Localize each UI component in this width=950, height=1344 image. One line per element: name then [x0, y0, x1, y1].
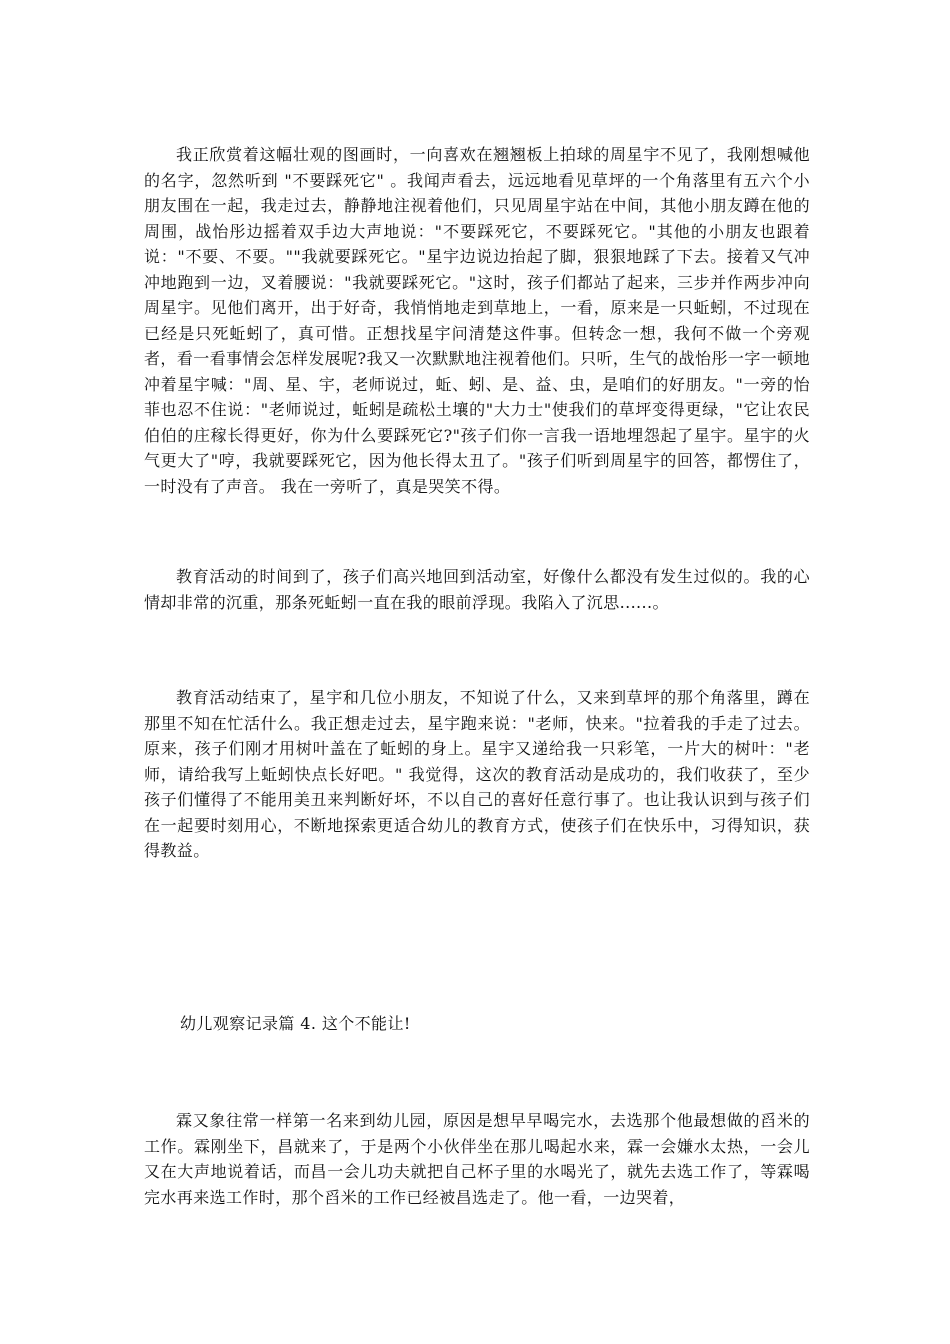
paragraph-conclusion: 教育活动结束了，星宇和几位小朋友，不知说了什么，又来到草坪的那个角落里，蹲在那里不知在忙活什么。我正想走过去，星宇跑来说："老师，快来。"拉着我的手走了过去。原来，孩子们刚才用树叶盖在了蚯蚓的身上。星宇又递给我一只彩笔，一片大的树叶："老师，请给我写上蚯蚓快点长好吧。" 我觉得，这次的教育活动是成功的，我们收获了，至少孩子们懂得了不能用美丑来判断好坏，不以自己的喜好任意行事了。也让我认识到与孩子们在一起要时刻用心，不断地探索更适合幼儿的教育方式，使孩子们在快乐中，习得知识，获得教益。	[144, 688, 810, 860]
section-heading: 幼儿观察记录篇 4. 这个不能让!	[180, 1014, 411, 1033]
paragraph-reflection: 教育活动的时间到了，孩子们高兴地回到活动室，好像什么都没有发生过似的。我的心情却非常的沉重，那条死蚯蚓一直在我的眼前浮现。我陷入了沉思......。	[144, 567, 810, 612]
paragraph-new-story: 霖又象往常一样第一名来到幼儿园，原因是想早早喝完水，去选那个他最想做的舀米的工作。霖刚坐下，昌就来了，于是两个小伙伴坐在那儿喝起水来，霖一会嫌水太热，一会儿又在大声地说着话，而昌一会儿功夫就把自己杯子里的水喝光了，就先去选工作了，等霖喝完水再来选工作时，那个舀米的工作已经被昌选走了。他一看，一边哭着，	[144, 1111, 810, 1207]
paragraph-earthworm-story: 我正欣赏着这幅壮观的图画时，一向喜欢在翘翘板上拍球的周星宇不见了，我刚想喊他的名字，忽然听到 "不要踩死它" 。我闻声看去，远远地看见草坪的一个角落里有五六个小朋友围在一起，我走过去，静静地注视着他们，只见周星宇站在中间，其他小朋友蹲在他的周围，战怡彤边摇着双手边大声地说："不要踩死它，不要踩死它。"其他的小朋友也跟着说："不要、不要。""我就要踩死它。"星宇边说边抬起了脚，狠狠地踩了下去。接着又气冲冲地跑到一边，叉着腰说："我就要踩死它。"这时，孩子们都站了起来，三步并作两步冲向周星宇。见他们离开，出于好奇，我悄悄地走到草地上，一看，原来是一只蚯蚓，不过现在已经是只死蚯蚓了，真可惜。正想找星宇问清楚这件事。但转念一想，我何不做一个旁观者，看一看事情会怎样发展呢?我又一次默默地注视着他们。只听，生气的战怡彤一字一顿地冲着星宇喊："周、星、宇，老师说过，蚯、蚓、是、益、虫，是咱们的好朋友。"一旁的怡菲也忍不住说："老师说过，蚯蚓是疏松土壤的"大力士"使我们的草坪变得更绿，"它让农民伯伯的庄稼长得更好，你为什么要踩死它?"孩子们你一言我一语地埋怨起了星宇。星宇的火气更大了"哼，我就要踩死它，因为他长得太丑了。"孩子们听到周星宇的回答，都愣住了，一时没有了声音。 我在一旁听了，真是哭笑不得。	[144, 145, 810, 496]
